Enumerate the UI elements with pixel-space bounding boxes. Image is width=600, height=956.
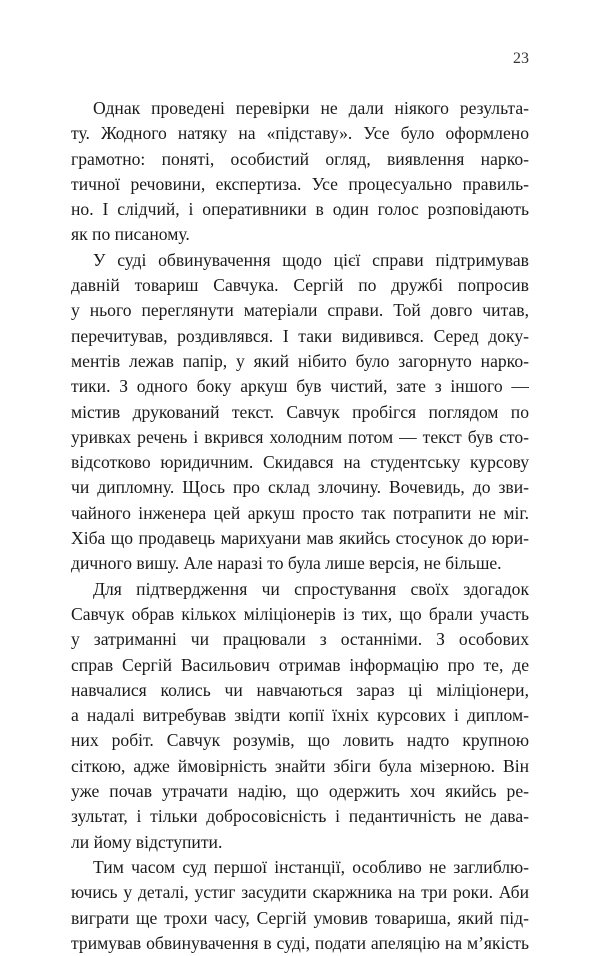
text-line: но. І слідчий, і оперативники в один голос розповідають — [71, 199, 529, 220]
text-line: зультат, і тільки добросовісність і педантичність не дава- — [71, 806, 529, 827]
text-line: виграти ще трохи часу, Сергій умовив товариша, який під- — [71, 907, 529, 928]
text-line: а надалі витребував звідти копії їхніх курсових і диплом- — [71, 705, 529, 726]
text-line: них робіт. Савчук розумів, що ловить надто крупною — [71, 730, 529, 751]
text-line: у нього переглянути матеріали справи. Той довго читав, — [71, 300, 529, 321]
text-line: тичної речовини, експертиза. Усе процесуально правиль- — [71, 173, 529, 194]
text-line: Однак проведені перевірки не дали ніякого результа- — [93, 98, 529, 118]
text-line: чайного інженера цей аркуш просто так потрапити не міг. — [71, 502, 529, 523]
text-line: грамотно: поняті, особистий огляд, виявлення нарко- — [71, 148, 529, 169]
page-number: 23 — [513, 50, 529, 67]
body-text — [71, 96, 529, 956]
text-line: справ Сергій Васильович отримав інформацію про те, де — [71, 654, 529, 675]
text-line: як по писаному. — [71, 224, 190, 245]
text-line: давній товариш Савчука. Сергій по дружбі попросив — [71, 275, 529, 296]
text-line: Для підтвердження чи спростування своїх здогадок — [93, 578, 529, 599]
text-line: ли йому відступити. — [71, 831, 223, 852]
text-line: перечитував, роздивлявся. І таки видивився. Серед доку- — [71, 325, 529, 346]
text-line: дичного вишу. Але наразі то була лише версія, не більше. — [71, 553, 502, 574]
text-line: Савчук обрав кількох міліціонерів із тих, що брали участь — [71, 603, 529, 624]
text-line: Хіба що продавець марихуани мав якийсь стосунок до юри- — [71, 528, 529, 549]
text-line: тики. З одного боку аркуш був чистий, зате з іншого — — [71, 376, 529, 397]
text-line: у затриманні чи працювали з останніми. З особових — [71, 629, 529, 650]
text-line: ментів лежав папір, у який нібито було загорнуто нарко- — [71, 350, 529, 371]
text-line: чи дипломну. Щось про склад злочину. Вочевидь, до зви- — [71, 477, 529, 498]
text-line: уже почав утрачати надію, що одержить хоч якийсь ре- — [71, 781, 529, 802]
text-line: містив друкований текст. Савчук пробігся поглядом по — [71, 401, 529, 422]
text-line: У суді обвинувачення щодо цієї справи підтримував — [93, 249, 529, 270]
text-line: навчалися колись чи навчаються зараз ці міліціонери, — [71, 679, 529, 700]
text-line: сіткою, адже ймовірність знайти збіги була мізерною. Він — [71, 755, 529, 776]
text-line: уривках речень і вкрився холодним потом — текст був сто- — [71, 426, 529, 447]
text-line: ючись у деталі, устиг засудити скаржника на три роки. Аби — [71, 882, 529, 903]
text-line: ту. Жодного натяку на «підставу». Усе було оформлено — [71, 123, 529, 144]
text-line: Тим часом суд першої інстанції, особливо не заглиблю- — [93, 856, 529, 877]
text-line: тримував обвинувачення в суді, подати апеляцію на м’якість — [71, 932, 529, 953]
text-line: відсотково юридичним. Скидався на студентську курсову — [71, 452, 529, 473]
